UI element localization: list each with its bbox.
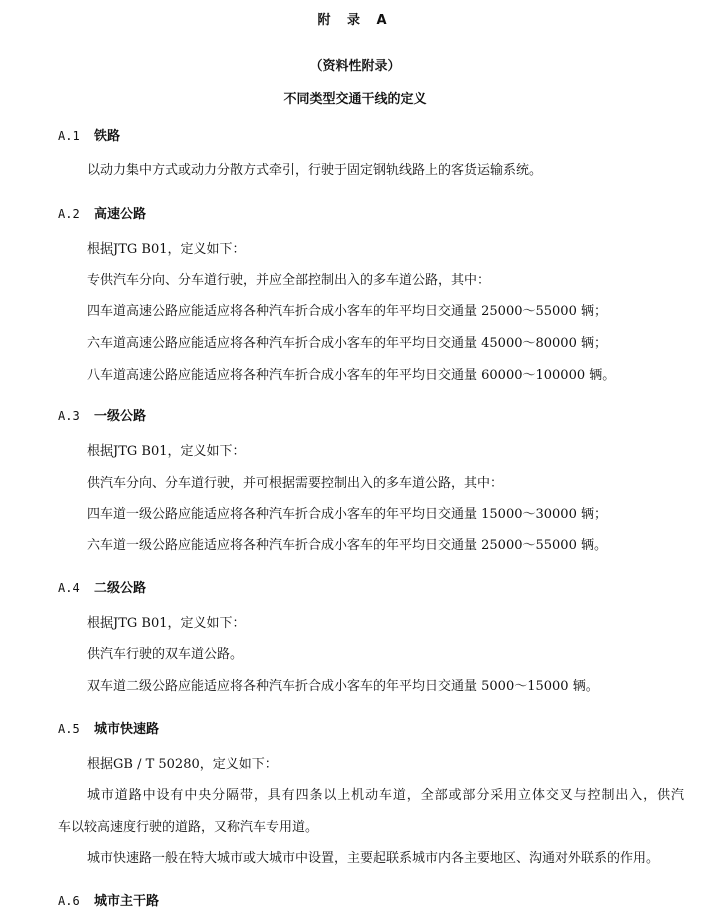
section-title: 一级公路 (94, 409, 147, 424)
paragraph: 供汽车行驶的双车道公路。 (87, 647, 244, 662)
appendix-title: 附 录 A (317, 13, 393, 28)
paragraph: 根据JTG B01，定义如下： (87, 444, 246, 459)
paragraph: 六车道高速公路应能适应将各种汽车折合成小客车的年平均日交通量 45000～80000 辆； (87, 336, 607, 351)
paragraph-continuation: 车以较高速度行驶的道路，又称汽车专用道。 (58, 820, 319, 835)
section-number: A.1 (58, 129, 80, 143)
section-heading-a6 (58, 892, 159, 910)
paragraph: 四车道高速公路应能适应将各种汽车折合成小客车的年平均日交通量 25000～55000 辆； (87, 304, 607, 319)
paragraph: 以动力集中方式或动力分散方式牵引，行驶于固定钢轨线路上的客货运输系统。 (87, 163, 543, 178)
section-title: 高速公路 (94, 207, 147, 222)
appendix-subject: 不同类型交通干线的定义 (283, 92, 427, 107)
section-number: A.2 (58, 207, 80, 221)
paragraph: 城市道路中设有中央分隔带，具有四条以上机动车道，全部或部分采用立体交叉与控制出入，供汽 (87, 788, 684, 803)
paragraph: 八车道高速公路应能适应将各种汽车折合成小客车的年平均日交通量 60000～100000 辆。 (87, 368, 616, 383)
section-heading-a4 (58, 579, 146, 597)
paragraph: 供汽车分向、分车道行驶，并可根据需要控制出入的多车道公路，其中： (87, 476, 504, 491)
paragraph: 专供汽车分向、分车道行驶，并应全部控制出入的多车道公路，其中： (87, 273, 491, 288)
section-number: A.5 (58, 722, 80, 736)
section-title: 城市快速路 (94, 722, 160, 737)
section-number: A.4 (58, 581, 80, 595)
section-heading-a5 (58, 720, 159, 738)
section-heading-a2 (58, 205, 146, 223)
paragraph: 根据JTG B01，定义如下： (87, 616, 246, 631)
section-title: 二级公路 (94, 581, 147, 596)
appendix-note: （资料性附录） (309, 59, 401, 74)
paragraph: 根据GB / T 50280，定义如下： (87, 757, 278, 772)
paragraph: 四车道一级公路应能适应将各种汽车折合成小客车的年平均日交通量 15000～30000 辆； (87, 507, 607, 522)
section-title: 城市主干路 (94, 894, 160, 909)
section-number: A.6 (58, 894, 80, 908)
section-heading-a3 (58, 407, 146, 425)
paragraph: 六车道一级公路应能适应将各种汽车折合成小客车的年平均日交通量 25000～55000 辆。 (87, 538, 607, 553)
section-title: 铁路 (94, 129, 121, 144)
section-number: A.3 (58, 409, 80, 423)
paragraph: 双车道二级公路应能适应将各种汽车折合成小客车的年平均日交通量 5000～15000 辆。 (87, 679, 599, 694)
paragraph: 根据JTG B01，定义如下： (87, 242, 246, 257)
section-heading-a1 (58, 127, 120, 145)
paragraph: 城市快速路一般在特大城市或大城市中设置，主要起联系城市内各主要地区、沟通对外联系的作用。 (87, 851, 660, 866)
